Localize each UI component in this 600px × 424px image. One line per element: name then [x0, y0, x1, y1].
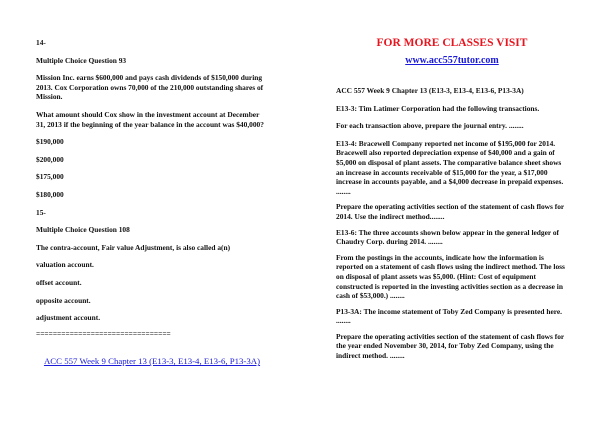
p13-3a-text: P13-3A: The income statement of Toby Zed Company is presented here. ........	[336, 306, 563, 326]
question-number-15: 15-	[36, 207, 46, 217]
option-180000: $180,000	[36, 189, 64, 199]
left-column	[36, 0, 268, 367]
separator-line: ================================	[36, 328, 171, 338]
promo-website-link[interactable]: www.acc557tutor.com	[405, 55, 499, 66]
e13-4-task: Prepare the operating activities section of the statement of cash flows for 2014. Use the indirect method........	[336, 202, 565, 221]
question-108-title: Multiple Choice Question 108	[36, 225, 130, 235]
option-175000: $175,000	[36, 172, 64, 182]
option-adjustment-account: adjustment account.	[36, 313, 101, 323]
option-opposite-account: opposite account.	[36, 295, 91, 305]
option-190000: $190,000	[36, 137, 64, 147]
question-93-title: Multiple Choice Question 93	[36, 55, 127, 65]
e13-6-task: From the postings in the accounts, indicate how the information is reported on a statement of cash flows using the indirect method. The loss on disposal of plant assets was $5,000. (Hint: Cost of equipment constructed is reported in the investing activities section as a decrease in cash of $53,000.) ........	[336, 252, 565, 301]
e13-4-text: E13-4: Bracewell Company reported net income of $195,000 for 2014. Bracewell also reported depreciation expense of $40,000 and a gain of $5,000 on disposal of plant assets. The comparative balance sheet shows an increase in accounts receivable of $15,000 for the year, a $17,000 increase in accounts payable, and a $4,000 decrease in prepaid expenses. ........	[336, 138, 564, 196]
p13-3a-task: Prepare the operating activities section of the statement of cash flows for the year ended November 30, 2014, for Toby Zed Company, using the indirect method. ........	[336, 331, 565, 361]
question-93-prompt: What amount should Cox show in the investment account at December 31, 2013 if the beginning of the year balance in the account was $40,000?	[36, 109, 264, 129]
question-number-14: 14-	[36, 38, 46, 47]
promo-banner: FOR MORE CLASSES VISIT	[376, 37, 528, 49]
option-offset-account: offset account.	[36, 277, 82, 287]
question-108-text: The contra-account, Fair value Adjustment, is also called a(n)	[36, 242, 231, 252]
e13-3-text: E13-3: Tim Latimer Corporation had the following transactions.	[336, 103, 540, 113]
right-column	[336, 0, 568, 361]
e13-3-task: For each transaction above, prepare the journal entry. ........	[336, 121, 524, 131]
section-heading: ACC 557 Week 9 Chapter 13 (E13-3, E13-4, E13-6, P13-3A)	[336, 86, 524, 95]
e13-6-text: E13-6: The three accounts shown below appear in the general ledger of Chaudry Corp. during 2014. ........	[336, 227, 560, 247]
chapter-13-link[interactable]: ACC 557 Week 9 Chapter 13 (E13-3, E13-4, E13-6, P13-3A)	[43, 356, 261, 367]
option-200000: $200,000	[36, 154, 64, 164]
question-93-text: Mission Inc. earns $600,000 and pays cash dividends of $150,000 during 2013. Cox Corporation owns 70,000 of the 210,000 outstanding shares of Mission.	[36, 73, 264, 102]
option-valuation-account: valuation account.	[36, 260, 94, 270]
